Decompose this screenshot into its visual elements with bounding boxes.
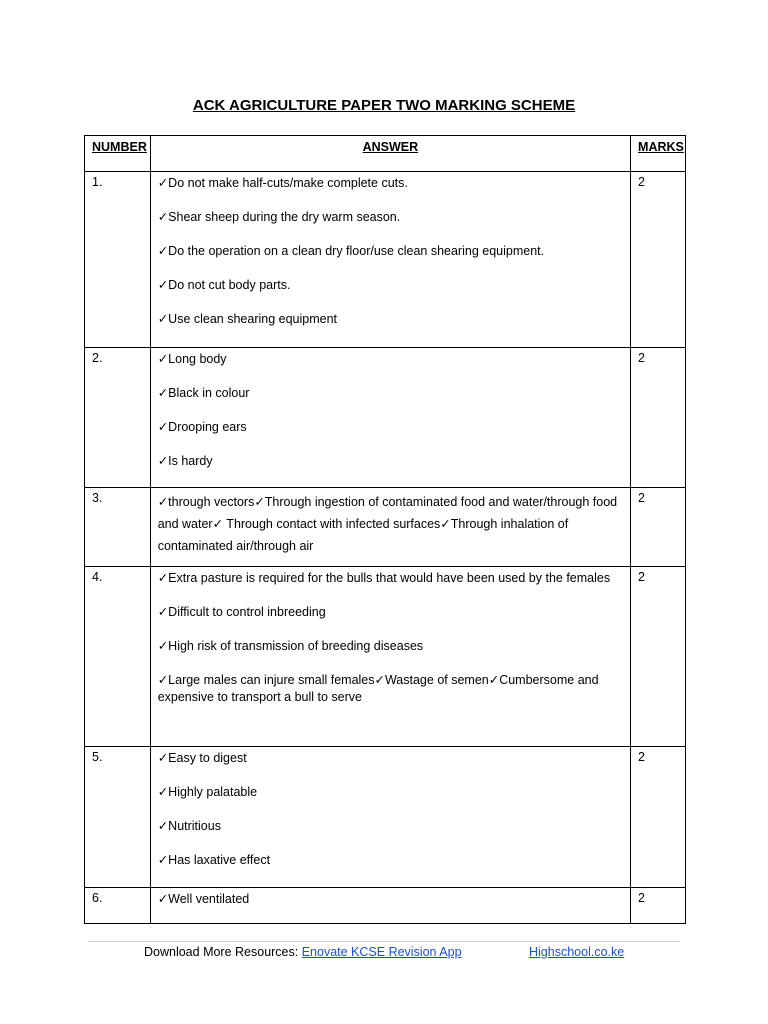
answer-cell <box>150 747 630 888</box>
answer-cell <box>150 567 630 747</box>
answer-point: ✓Do not cut body parts. <box>157 278 291 292</box>
answer-cell <box>150 488 630 567</box>
answer-point: ✓Large males can injure small females✓Wastage of semen✓Cumbersome and expensive to transport a bull to serve <box>157 673 599 704</box>
marks-value: 2 <box>631 888 686 924</box>
table-row <box>85 172 686 348</box>
header-marks: MARKS <box>631 136 686 172</box>
footer-divider <box>88 941 680 942</box>
answer-point: ✓Black in colour <box>157 386 250 400</box>
answer-point: ✓Drooping ears <box>157 420 247 434</box>
marks-value: 2 <box>631 172 686 348</box>
footer-download <box>144 945 462 959</box>
question-number: 4. <box>85 567 151 747</box>
answer-point: ✓Highly palatable <box>157 785 258 799</box>
answer-point: ✓Is hardy <box>157 454 213 468</box>
answer-point: ✓Do the operation on a clean dry floor/use clean shearing equipment. <box>157 244 545 258</box>
highschool-site-link[interactable]: Highschool.co.ke <box>529 945 625 959</box>
answer-point: ✓High risk of transmission of breeding diseases <box>157 639 424 653</box>
marks-value: 2 <box>631 567 686 747</box>
question-number: 6. <box>85 888 151 924</box>
question-number: 3. <box>85 488 151 567</box>
answer-point: ✓Difficult to control inbreeding <box>157 605 326 619</box>
enovate-app-link[interactable]: Enovate KCSE Revision App <box>301 945 462 959</box>
question-number: 1. <box>85 172 151 348</box>
answer-point: ✓Shear sheep during the dry warm season. <box>157 210 401 224</box>
header-number: NUMBER <box>85 136 151 172</box>
table-row <box>85 348 686 488</box>
answer-cell <box>150 888 630 924</box>
answer-cell <box>150 348 630 488</box>
table-row <box>85 567 686 747</box>
table-row <box>85 747 686 888</box>
footer-prefix: Download More Resources: <box>144 945 302 959</box>
answer-point: ✓Nutritious <box>157 819 221 833</box>
marks-value: 2 <box>631 348 686 488</box>
answer-point: ✓Long body <box>157 352 227 366</box>
header-answer: ANSWER <box>150 136 630 172</box>
question-number: 5. <box>85 747 151 888</box>
answer-point: ✓Easy to digest <box>157 751 247 765</box>
marks-value: 2 <box>631 747 686 888</box>
answer-point: ✓Use clean shearing equipment <box>157 312 338 326</box>
answer-cell <box>150 172 630 348</box>
marking-scheme-table <box>84 135 686 924</box>
table-row <box>85 888 686 924</box>
answer-point: ✓Well ventilated <box>157 892 250 906</box>
table-header-row <box>85 136 686 172</box>
question-number: 2. <box>85 348 151 488</box>
answer-point: ✓through vectors✓Through ingestion of contaminated food and water/through food and water✓ Through contact with infected surfaces✓Through inhalation of contaminated air/through air <box>157 495 618 553</box>
answer-point: ✓Do not make half-cuts/make complete cuts. <box>157 176 408 190</box>
marks-value: 2 <box>631 488 686 567</box>
document-title: ACK AGRICULTURE PAPER TWO MARKING SCHEME <box>192 97 576 114</box>
table-row <box>85 488 686 567</box>
answer-point: ✓Extra pasture is required for the bulls that would have been used by the females <box>157 571 611 585</box>
answer-point: ✓Has laxative effect <box>157 853 271 867</box>
